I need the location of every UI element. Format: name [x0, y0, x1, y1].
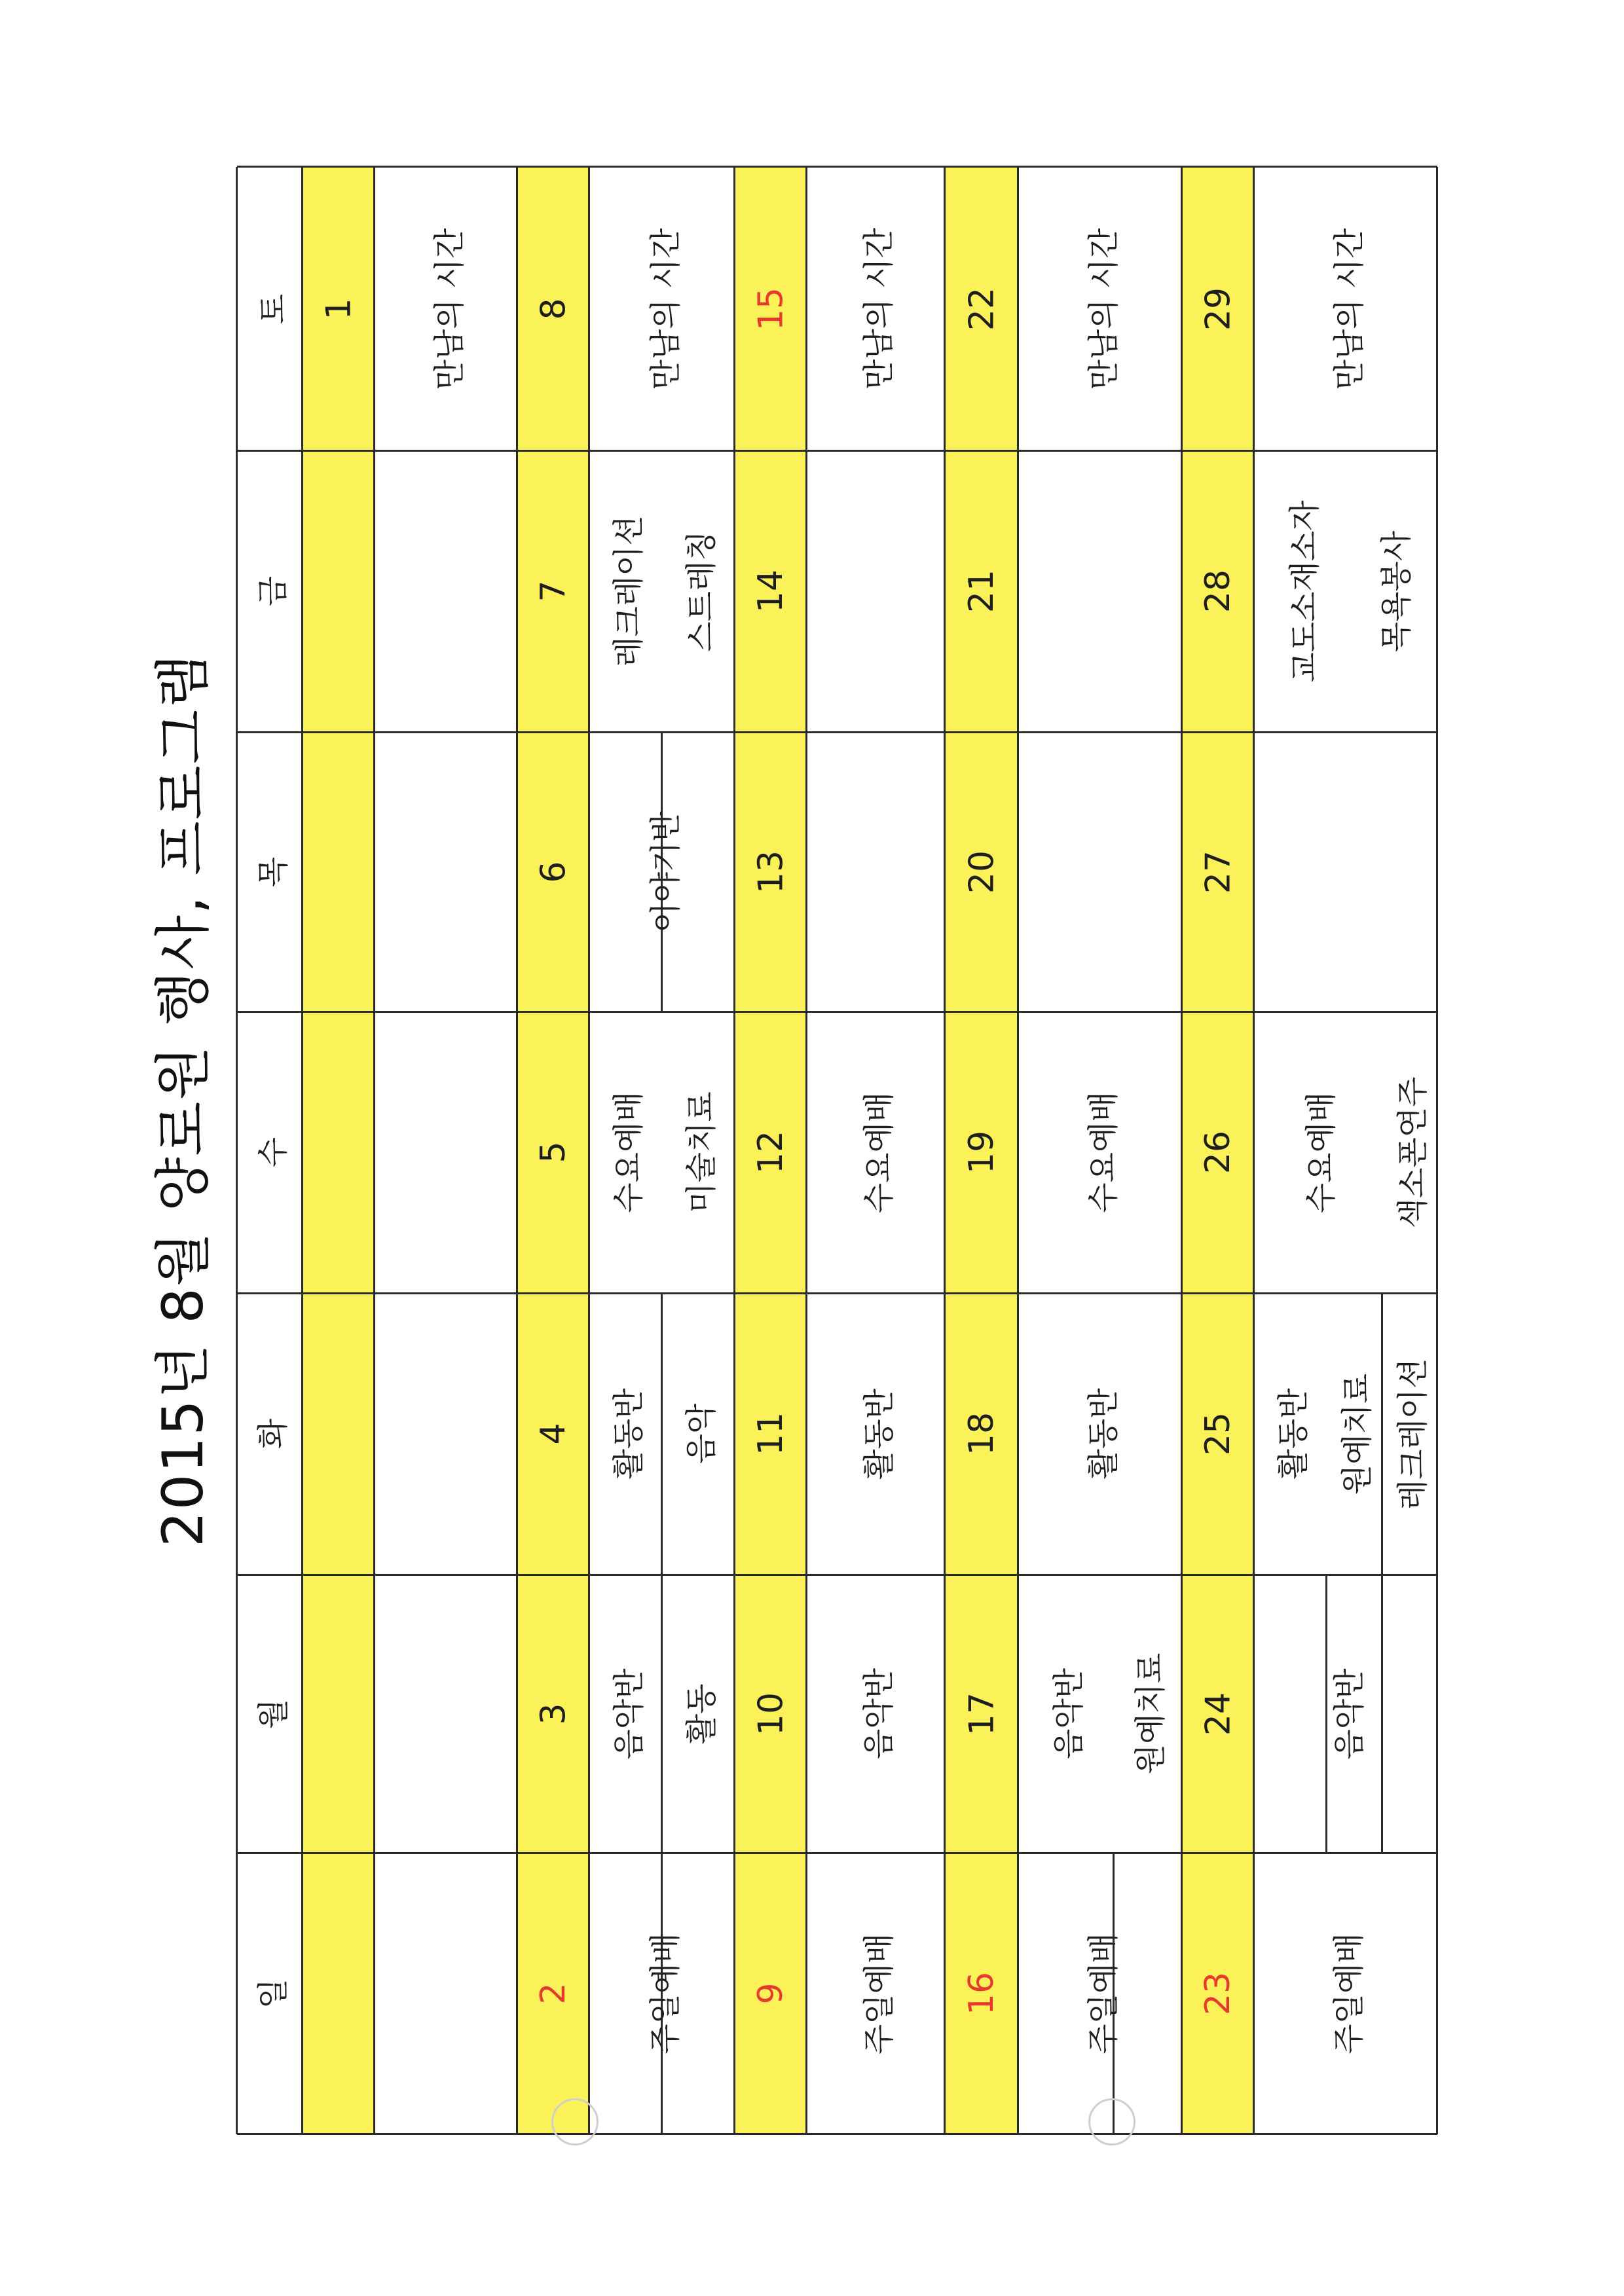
date-number: 16	[962, 1971, 1001, 2016]
event-label: 주일예배	[1084, 1933, 1122, 2054]
event-label: 주일예배	[1330, 1933, 1367, 2054]
date-number: 11	[751, 1412, 790, 1456]
event-label: 활동	[682, 1683, 720, 1744]
event-label: 레크레이션	[1394, 1358, 1431, 1510]
event-label: 만남의 시간	[430, 227, 468, 390]
date-number: 17	[962, 1692, 1001, 1736]
event-label: 교도소재소자	[1286, 500, 1323, 683]
date-number: 1	[319, 297, 358, 320]
event-label: 스트레칭	[682, 530, 720, 652]
weekday-header: 화	[254, 1418, 291, 1449]
weekday-header: 목	[254, 856, 291, 887]
event-label: 만남의 시간	[646, 227, 684, 390]
date-number: 12	[751, 1130, 790, 1175]
date-number: 22	[962, 287, 1001, 331]
date-number: 10	[751, 1692, 790, 1736]
event-label: 수요예배	[1302, 1091, 1339, 1213]
event-label: 활동반	[1274, 1388, 1312, 1480]
date-number: 24	[1198, 1692, 1238, 1736]
event-label: 음악반	[1330, 1667, 1367, 1760]
date-number: 14	[751, 569, 790, 613]
page-title: 2015년 8월 양로원 행사, 프로그램	[151, 652, 216, 1548]
date-number: 21	[962, 569, 1001, 613]
event-label: 색소폰연주	[1394, 1076, 1431, 1228]
event-label: 음악	[682, 1403, 720, 1465]
date-number: 7	[534, 580, 573, 602]
event-label: 만남의 시간	[1084, 227, 1122, 390]
date-number: 25	[1198, 1412, 1238, 1456]
event-label: 이야기반	[646, 811, 684, 933]
event-label: 원예치료	[1338, 1373, 1375, 1495]
event-label: 활동반	[1084, 1388, 1122, 1480]
weekday-header: 수	[254, 1137, 291, 1168]
date-number: 23	[1198, 1971, 1238, 2016]
date-number: 3	[534, 1702, 573, 1725]
date-band	[303, 167, 375, 2134]
event-label: 음악반	[610, 1667, 647, 1760]
binder-hole	[1088, 2098, 1135, 2145]
date-number: 28	[1198, 569, 1238, 613]
event-label: 수요예배	[610, 1091, 647, 1213]
event-label: 활동반	[860, 1388, 897, 1480]
date-number: 15	[751, 287, 790, 331]
date-number: 20	[962, 850, 1001, 894]
event-label: 만남의 시간	[860, 227, 897, 390]
event-label: 음악반	[860, 1667, 897, 1760]
date-number: 13	[751, 850, 790, 894]
binder-hole	[551, 2098, 599, 2145]
date-number: 5	[534, 1141, 573, 1163]
event-label: 만남의 시간	[1330, 227, 1367, 390]
event-label: 수요예배	[1084, 1091, 1122, 1213]
weekday-header: 토	[254, 293, 291, 324]
date-number: 6	[534, 860, 573, 883]
event-label: 목욕봉사	[1378, 530, 1414, 652]
date-number: 2	[534, 1982, 573, 2005]
date-number: 19	[962, 1130, 1001, 1175]
date-number: 4	[534, 1423, 573, 1445]
date-number: 9	[751, 1982, 790, 2005]
date-number: 27	[1198, 850, 1238, 894]
date-number: 18	[962, 1412, 1001, 1456]
weekday-header: 금	[254, 575, 291, 607]
event-label: 원예치료	[1132, 1652, 1169, 1775]
date-number: 8	[534, 297, 573, 320]
weekday-header: 월	[254, 1698, 291, 1729]
weekday-header: 일	[254, 1978, 291, 2009]
event-label: 수요예배	[860, 1091, 897, 1213]
date-number: 29	[1198, 287, 1238, 331]
date-number: 26	[1198, 1130, 1238, 1175]
event-label: 레크레이션	[610, 515, 647, 667]
grid-line	[373, 167, 375, 2134]
event-label: 주일예배	[860, 1933, 897, 2054]
event-label: 활동반	[610, 1388, 647, 1480]
event-label: 음악반	[1050, 1667, 1087, 1760]
event-label: 미술치료	[682, 1091, 720, 1213]
event-label: 주일예배	[646, 1933, 684, 2054]
